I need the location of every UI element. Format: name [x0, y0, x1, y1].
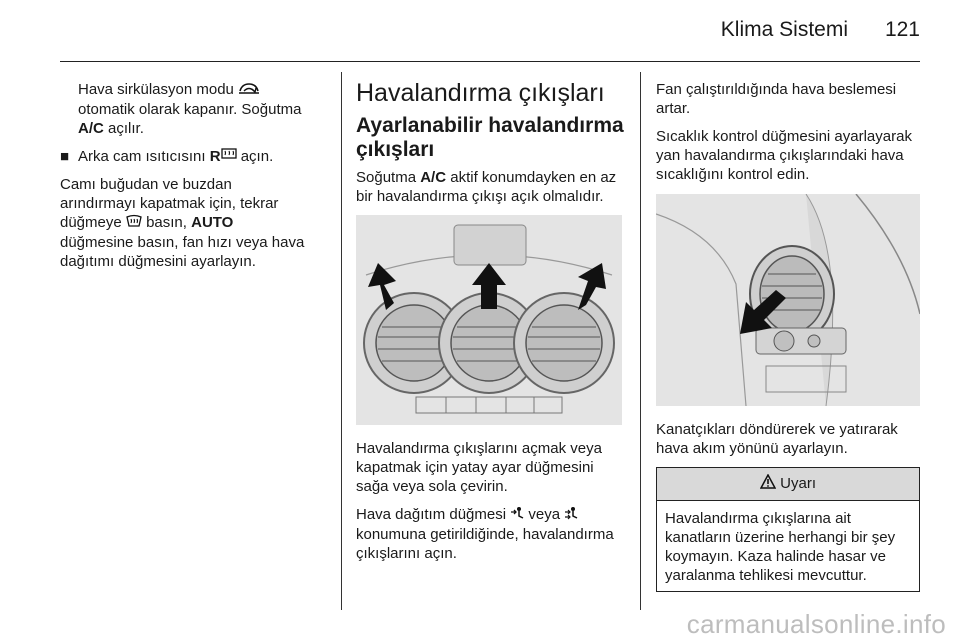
recirculation-paragraph	[60, 80, 328, 138]
ac-label: A/C	[420, 169, 447, 186]
watermark: carmanualsonline.info	[686, 609, 946, 639]
warning-header	[657, 468, 919, 501]
warning-box	[656, 467, 920, 592]
section-heading: Havalandırma çıkışları	[356, 79, 605, 107]
warning-title: Uyarı	[780, 475, 816, 492]
header-rule	[60, 61, 920, 62]
defog-paragraph: Camı buğudan ve buzdan arındırmayı kapatmak için, tekrar düğmeye basın, AUTO düğmesine basın, fan hızı veya hava dağıtımı düğmesini ayarlayın.	[60, 176, 305, 270]
bullet-text: Arka cam ısıtıcısını R açın.	[78, 147, 274, 165]
page-number: 121	[884, 18, 920, 41]
ac-paragraph: Soğutma A/C aktif konumdayken en az bir havalandırma çıkışı açık olmalıdır.	[356, 169, 617, 205]
windscreen-defrost-icon	[126, 214, 142, 233]
recirculation-icon	[238, 81, 260, 100]
air-distribution-face-icon	[510, 506, 524, 525]
vent-right	[514, 293, 614, 393]
column-divider-right	[640, 72, 641, 610]
vent-open-close-paragraph: Havalandırma çıkışlarını açmak veya kapatmak için yatay ayar düğmesini sağa veya sola çevirin.	[356, 440, 602, 495]
column-2	[356, 78, 624, 572]
ac-label: A/C	[78, 119, 104, 137]
text: Hava sirkülasyon modu	[78, 81, 234, 98]
rear-defrost-r: R	[209, 147, 221, 165]
warning-body: Havalandırma çıkışlarına ait kanatların üzerine herhangi bir şey koymayın. Kaza halinde hasar ve yaralanma tehlikesi mevcuttur.	[665, 510, 896, 585]
distribution-paragraph: Hava dağıtım düğmesi veya konumuna getirildiğinde, havalandırma çıkışlarını açın.	[356, 506, 614, 562]
temperature-paragraph: Sıcaklık kontrol düğmesini ayarlayarak yan havalandırma çıkışlarındaki hava sıcaklığını kontrol edin.	[656, 128, 912, 183]
rear-defrost-bullet	[60, 147, 328, 167]
column-divider-left	[341, 72, 342, 610]
column-3	[656, 80, 924, 592]
side-vent-illustration	[656, 194, 920, 406]
auto-label: AUTO	[191, 214, 234, 232]
column-1	[60, 80, 328, 280]
rear-defrost-icon	[221, 147, 237, 166]
bullet-symbol: ■	[60, 147, 70, 165]
text: otomatik olarak kapanır. Soğutma	[78, 100, 302, 118]
text: açılır.	[108, 119, 144, 137]
page-header	[60, 16, 920, 52]
air-distribution-face-feet-icon	[564, 506, 578, 525]
warning-icon	[760, 474, 776, 494]
section-subheading: Ayarlanabilir havalandırma çıkışları	[356, 114, 624, 161]
fan-paragraph: Fan çalıştırıldığında hava beslemesi artar.	[656, 81, 897, 117]
center-vents-illustration	[356, 215, 622, 425]
louver-paragraph: Kanatçıkları döndürerek ve yatırarak hava akım yönünü ayarlayın.	[656, 421, 898, 457]
header-title: Klima Sistemi	[720, 18, 848, 41]
